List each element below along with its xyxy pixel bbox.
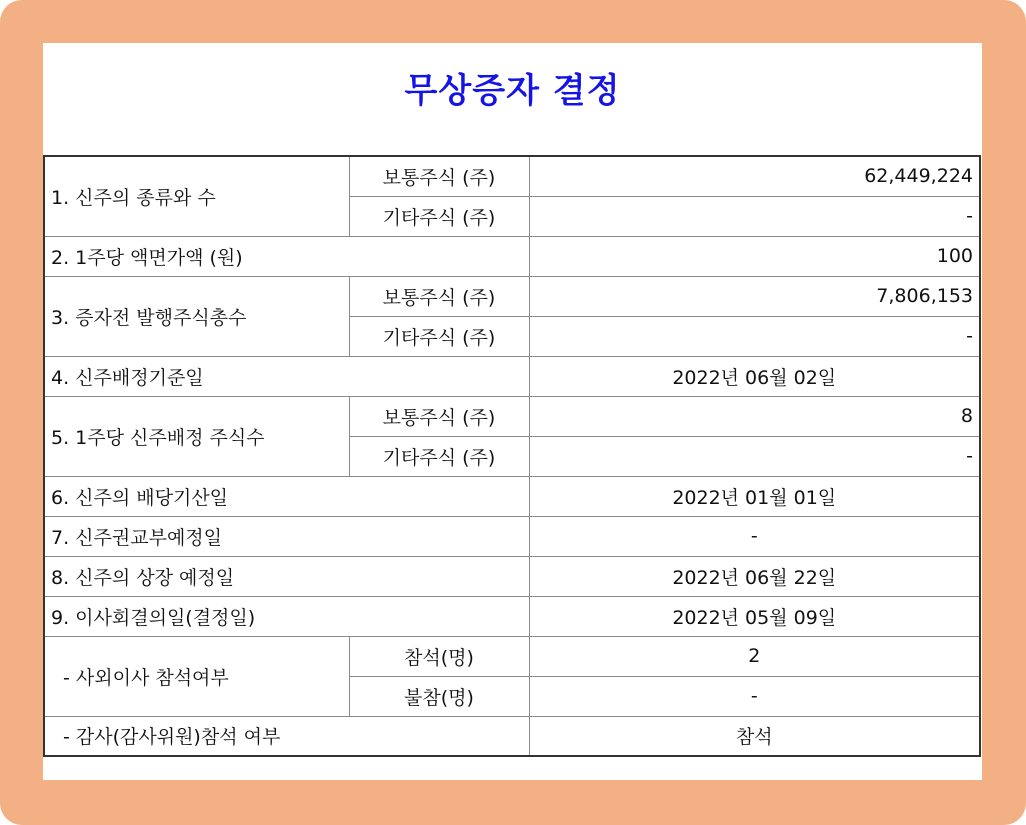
row-label: 6. 신주의 배당기산일 — [44, 476, 529, 516]
row-label: 2. 1주당 액면가액 (원) — [44, 236, 529, 276]
row-label: - 사외이사 참석여부 — [44, 636, 349, 716]
table-row — [44, 596, 980, 636]
row-value: - — [529, 516, 980, 556]
row-sublabel: 보통주식 (주) — [349, 276, 529, 316]
row-label: 3. 증자전 발행주식총수 — [44, 276, 349, 356]
table-row — [44, 516, 980, 556]
row-sublabel: 기타주식 (주) — [349, 316, 529, 356]
row-value: 7,806,153 — [529, 276, 980, 316]
table-row — [44, 556, 980, 596]
table-row — [44, 356, 980, 396]
row-label: - 감사(감사위원)참석 여부 — [44, 716, 529, 756]
row-sublabel: 보통주식 (주) — [349, 156, 529, 196]
row-value: 100 — [529, 236, 980, 276]
table-row — [44, 636, 980, 676]
row-value: - — [529, 676, 980, 716]
row-value: 참석 — [529, 716, 980, 756]
row-value: 2 — [529, 636, 980, 676]
document-sheet — [43, 43, 982, 780]
table-row — [44, 396, 980, 436]
row-sublabel: 불참(명) — [349, 676, 529, 716]
row-value: - — [529, 436, 980, 476]
row-value: 2022년 06월 02일 — [529, 356, 980, 396]
row-value: 2022년 01월 01일 — [529, 476, 980, 516]
row-label: 1. 신주의 종류와 수 — [44, 156, 349, 236]
row-sublabel: 보통주식 (주) — [349, 396, 529, 436]
row-sublabel: 기타주식 (주) — [349, 436, 529, 476]
table-row — [44, 476, 980, 516]
row-value: - — [529, 316, 980, 356]
row-value: 62,449,224 — [529, 156, 980, 196]
row-value: 2022년 06월 22일 — [529, 556, 980, 596]
table-row — [44, 276, 980, 316]
row-value: 2022년 05월 09일 — [529, 596, 980, 636]
disclosure-table — [43, 155, 981, 757]
row-label: 4. 신주배정기준일 — [44, 356, 529, 396]
row-value: - — [529, 196, 980, 236]
table-row — [44, 236, 980, 276]
row-sublabel: 기타주식 (주) — [349, 196, 529, 236]
row-label: 8. 신주의 상장 예정일 — [44, 556, 529, 596]
row-value: 8 — [529, 396, 980, 436]
row-label: 9. 이사회결의일(결정일) — [44, 596, 529, 636]
document-title: 무상증자 결정 — [404, 71, 621, 111]
row-sublabel: 참석(명) — [349, 636, 529, 676]
row-label: 7. 신주권교부예정일 — [44, 516, 529, 556]
table-row — [44, 716, 980, 756]
row-label: 5. 1주당 신주배정 주식수 — [44, 396, 349, 476]
table-row — [44, 156, 980, 196]
